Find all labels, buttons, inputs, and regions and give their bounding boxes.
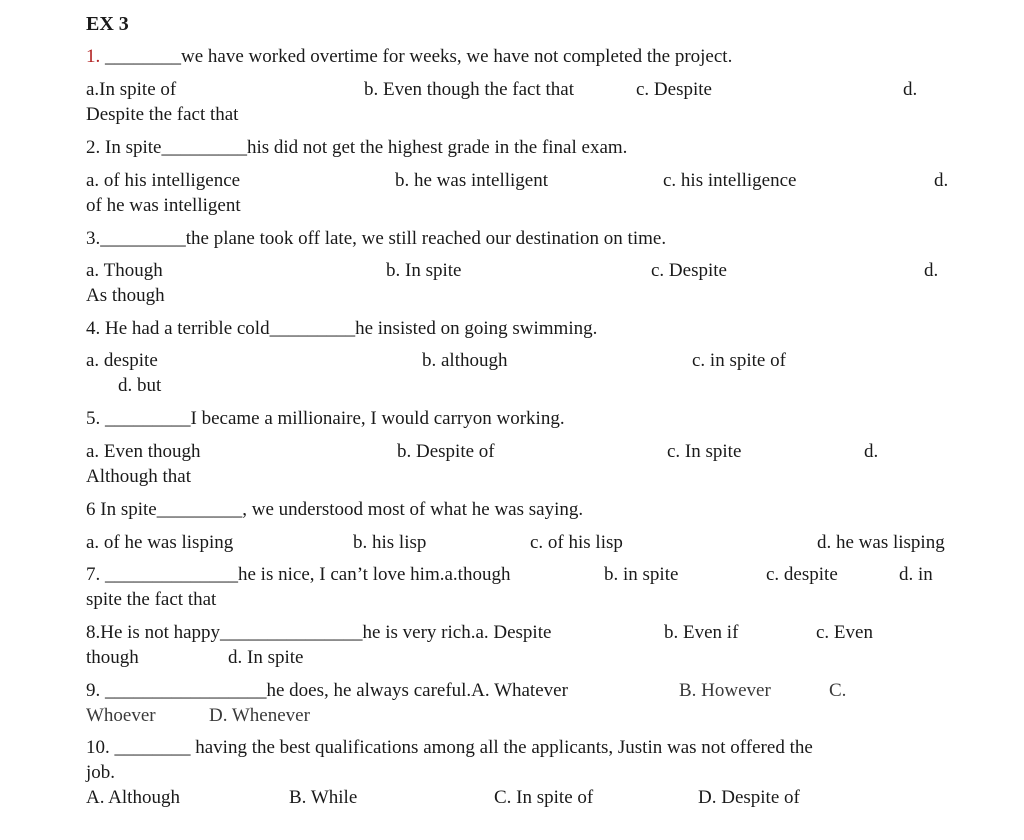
- option: b. in spite: [604, 564, 679, 585]
- question-text: he is very rich.a. Despite: [362, 622, 552, 643]
- question-text: 4. He had a terrible cold: [86, 318, 270, 339]
- option: b. although: [422, 350, 508, 371]
- question-8-stem: 8.He is not happy_______________he is very rich.a. Despite: [86, 622, 552, 643]
- option: c. Despite: [636, 79, 712, 100]
- question-text: 8.He is not happy: [86, 622, 221, 643]
- option: d. In spite: [228, 647, 304, 668]
- question-text: 10.: [86, 737, 110, 758]
- question-text: the plane took off late, we still reached our destination on time.: [185, 228, 667, 249]
- option: a. despite: [86, 350, 158, 371]
- question-text: 9.: [86, 680, 101, 701]
- option: C.: [829, 680, 847, 701]
- option: d. in: [899, 564, 933, 585]
- option: b. he was intelligent: [395, 170, 549, 191]
- option: spite the fact that: [86, 589, 217, 610]
- question-6-stem: 6 In spite_________, we understood most of what he was saying.: [86, 499, 584, 520]
- option: a. Though: [86, 260, 163, 281]
- option: d.: [864, 441, 879, 462]
- option: d. he was lisping: [817, 532, 945, 553]
- question-text: I became a millionaire, I would carryon working.: [190, 408, 565, 429]
- option: c. in spite of: [692, 350, 786, 371]
- option: b. In spite: [386, 260, 462, 281]
- option: c. his intelligence: [663, 170, 797, 191]
- question-text: he is nice, I can’t love him.a.though: [238, 564, 511, 585]
- option: b. Even though the fact that: [364, 79, 574, 100]
- option: a. of he was lisping: [86, 532, 234, 553]
- question-text: he insisted on going swimming.: [355, 318, 598, 339]
- option: d. but: [118, 375, 162, 396]
- option: D. Despite of: [698, 787, 800, 808]
- option: d.: [924, 260, 939, 281]
- option: As though: [86, 285, 165, 306]
- option: Despite the fact that: [86, 104, 239, 125]
- question-text: job.: [86, 762, 116, 783]
- option: B. While: [289, 787, 358, 808]
- option: b. Even if: [664, 622, 739, 643]
- option: of he was intelligent: [86, 195, 241, 216]
- question-5-stem: 5. _________I became a millionaire, I would carryon working.: [86, 408, 565, 429]
- option: Whoever: [86, 705, 156, 726]
- option: D. Whenever: [209, 705, 310, 726]
- option: Although that: [86, 466, 192, 487]
- question-text: 3.: [86, 228, 101, 249]
- option: d.: [934, 170, 949, 191]
- question-4-stem: 4. He had a terrible cold_________he insisted on going swimming.: [86, 318, 598, 339]
- question-text: 2. In spite: [86, 137, 162, 158]
- option: d.: [903, 79, 918, 100]
- option: c. Despite: [651, 260, 727, 281]
- question-2-stem: 2. In spite_________his did not get the highest grade in the final exam.: [86, 137, 628, 158]
- question-text: 7.: [86, 564, 101, 585]
- option: b. his lisp: [353, 532, 427, 553]
- option: b. Despite of: [397, 441, 495, 462]
- question-1-stem: 1. ________we have worked overtime for weeks, we have not completed the project.: [86, 46, 733, 67]
- option: a. Even though: [86, 441, 201, 462]
- option: a. of his intelligence: [86, 170, 241, 191]
- option: though: [86, 647, 139, 668]
- question-10-stem: 10. ________ having the best qualifications among all the applicants, Justin was not offered the: [86, 737, 813, 758]
- question-text: 5.: [86, 408, 101, 429]
- option: c. of his lisp: [530, 532, 623, 553]
- question-text: he does, he always careful.A. Whatever: [266, 680, 568, 701]
- option: c. despite: [766, 564, 838, 585]
- question-text: having the best qualifications among all the applicants, Justin was not offered the: [195, 737, 813, 758]
- question-3-stem: 3._________the plane took off late, we still reached our destination on time.: [86, 228, 667, 249]
- question-text: 6 In spite: [86, 499, 157, 520]
- option: B. However: [679, 680, 771, 701]
- question-9-stem: 9. _________________he does, he always careful.A. Whatever: [86, 680, 568, 701]
- question-text: , we understood most of what he was saying.: [242, 499, 584, 520]
- option: C. In spite of: [494, 787, 594, 808]
- page-title: EX 3: [86, 13, 129, 35]
- option: a.In spite of: [86, 79, 177, 100]
- question-text: we have worked overtime for weeks, we have not completed the project.: [181, 46, 733, 67]
- option: A. Although: [86, 787, 180, 808]
- question-text: his did not get the highest grade in the final exam.: [246, 137, 628, 158]
- question-7-stem: 7. ______________he is nice, I can’t love him.a.though: [86, 564, 511, 585]
- question-number: 1.: [86, 46, 101, 67]
- option: c. Even: [816, 622, 873, 643]
- option: c. In spite: [667, 441, 742, 462]
